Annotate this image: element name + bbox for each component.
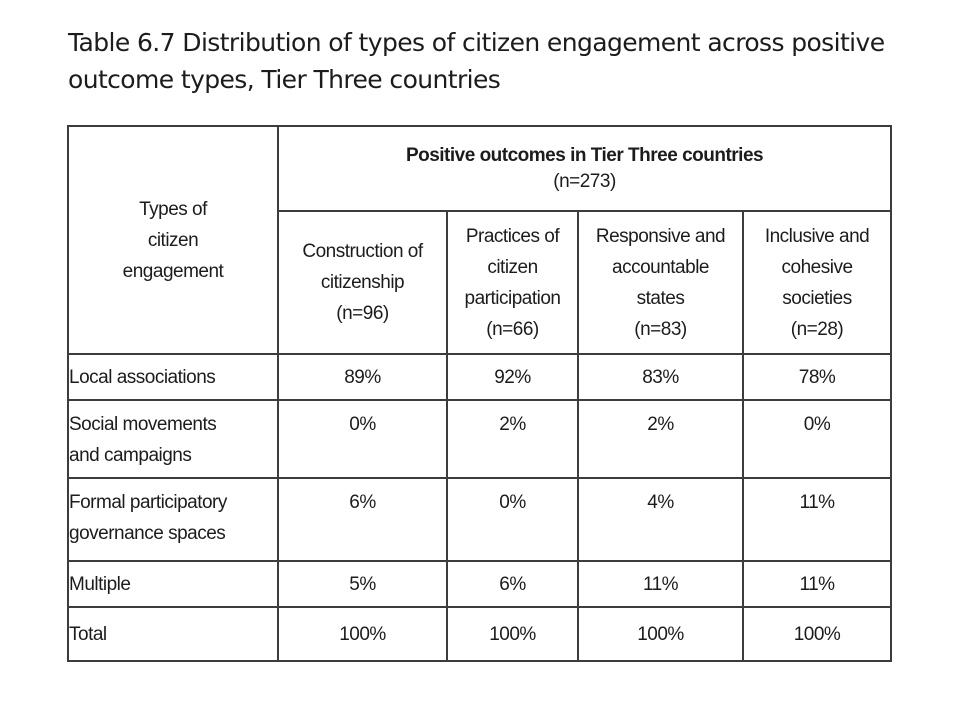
group-header	[278, 126, 891, 211]
table-cell: 100%	[278, 607, 447, 661]
table-cell: 6%	[278, 478, 447, 561]
table-cell: 100%	[743, 607, 891, 661]
table-cell: 0%	[278, 400, 447, 478]
table-row-total	[68, 607, 891, 661]
group-header-n: (n=273)	[553, 170, 616, 192]
table-cell: 4%	[578, 478, 743, 561]
table-row	[68, 561, 891, 607]
row-label: Local associations	[68, 354, 278, 400]
table-cell: 0%	[743, 400, 891, 478]
corner-header: Types of citizen engagement	[68, 126, 278, 354]
table-title-line-2: outcome types, Tier Three countries	[68, 65, 501, 94]
row-label: Total	[68, 607, 278, 661]
table-cell: 78%	[743, 354, 891, 400]
column-n: (n=66)	[486, 318, 539, 340]
table-title-line-1: Table 6.7 Distribution of types of citizen engagement across positive	[68, 28, 885, 57]
table-row	[68, 354, 891, 400]
column-header-practices: Practices of citizen participation (n=66)	[447, 211, 578, 354]
table-cell: 2%	[447, 400, 578, 478]
column-header-responsive: Responsive and accountable states (n=83)	[578, 211, 743, 354]
column-n: (n=96)	[336, 303, 389, 324]
table-cell: 11%	[743, 561, 891, 607]
table-cell: 92%	[447, 354, 578, 400]
table-title	[68, 24, 918, 98]
table-cell: 6%	[447, 561, 578, 607]
table-cell: 100%	[447, 607, 578, 661]
table-cell: 89%	[278, 354, 447, 400]
engagement-distribution-table	[67, 125, 892, 662]
column-n: (n=83)	[634, 318, 687, 340]
table-cell: 0%	[447, 478, 578, 561]
table-row	[68, 400, 891, 478]
column-header-inclusive: Inclusive and cohesive societies (n=28)	[743, 211, 891, 354]
table-row	[68, 478, 891, 561]
table-cell: 83%	[578, 354, 743, 400]
column-header-construction: Construction of citizenship (n=96)	[278, 211, 447, 354]
row-label: Social movements and campaigns	[68, 400, 278, 478]
group-header-title: Positive outcomes in Tier Three countries	[405, 144, 764, 166]
column-n: (n=28)	[790, 318, 844, 340]
table-cell: 100%	[578, 607, 743, 661]
table-cell: 2%	[578, 400, 743, 478]
table-cell: 11%	[743, 478, 891, 561]
row-label: Formal participatory governance spaces	[68, 478, 278, 561]
table-cell: 5%	[278, 561, 447, 607]
header-row-group	[68, 126, 891, 211]
table-cell: 11%	[578, 561, 743, 607]
row-label: Multiple	[68, 561, 278, 607]
